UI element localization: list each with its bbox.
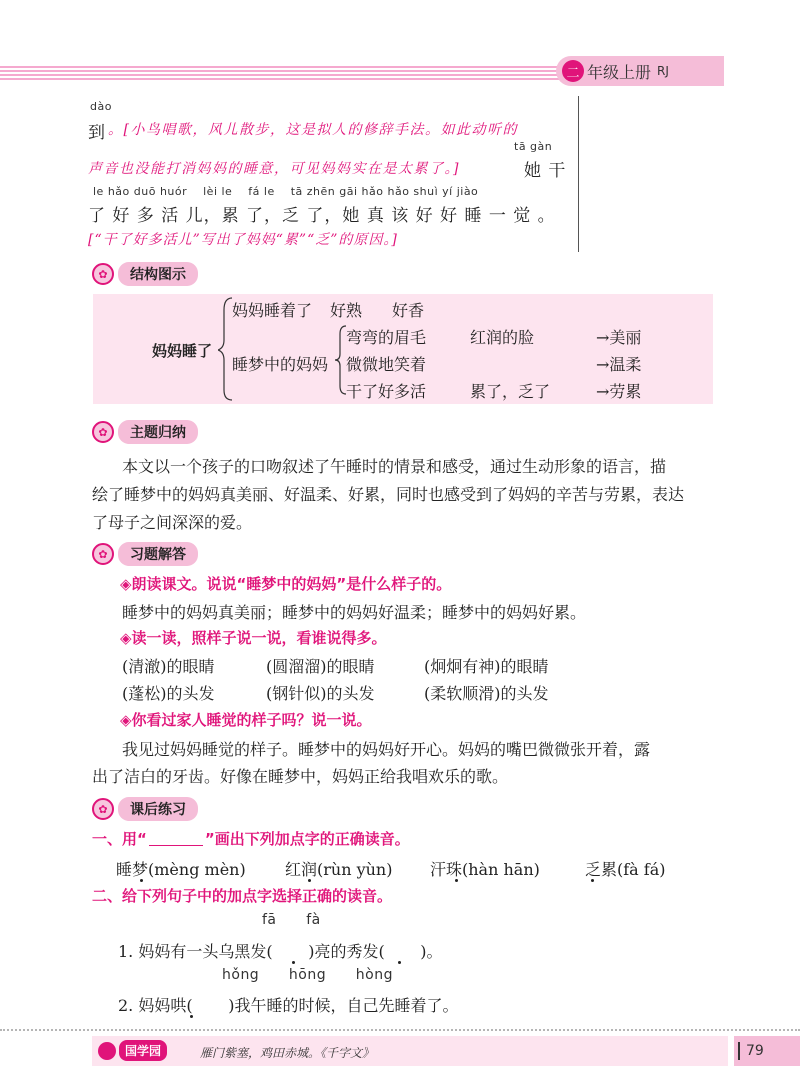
emphasis-dot <box>308 879 311 882</box>
header-tab <box>556 56 724 86</box>
item-3-c: →劳累 <box>596 382 642 401</box>
item-1-a: 弯弯的眉毛 <box>346 328 427 347</box>
theme-line-1: 本文以一个孩子的口吻叙述了午睡时的情景和感受，通过生动形象的语言，描 <box>122 457 667 476</box>
sentence-2: 2. 妈妈哄( )我午睡的时候，自己先睡着了。 <box>118 996 459 1015</box>
emphasis-dot <box>292 961 295 964</box>
branch-1-b: 好香 <box>392 301 425 320</box>
question-3: ◈你看过家人睡觉的样子吗？说一说。 <box>120 711 372 729</box>
scholar-icon <box>98 1042 116 1060</box>
footer-band <box>92 1036 728 1066</box>
footer-badge <box>98 1040 167 1061</box>
word-1: 睡梦(mèng mèn) <box>116 860 246 879</box>
question-1: ◈朗读课文。说说“睡梦中的妈妈”是什么样子的。 <box>120 575 452 593</box>
practice-1-part-a: 一、用“ <box>92 830 147 848</box>
page-number: 79 <box>746 1043 764 1059</box>
item-2-a: 微微地笑着 <box>346 355 427 374</box>
grade-circle: 二 <box>562 60 584 82</box>
underline-sample <box>149 845 203 846</box>
branch-2: 睡梦中的妈妈 <box>232 355 329 374</box>
branch-1-a: 好熟 <box>330 301 363 320</box>
structure-section-header <box>92 262 198 286</box>
question-2: ◈读一读，照样子说一说，看谁说得多。 <box>120 629 387 647</box>
answer-2-r1-c3: (炯炯有神)的眼睛 <box>424 657 549 676</box>
page-number-bar <box>738 1042 740 1060</box>
pinyin-ta-gan: tā gàn <box>514 140 553 153</box>
word-2: 红润(rùn yùn) <box>285 860 393 879</box>
annotation-3: [“干了好多活儿”写出了妈妈“累”“乏”的原因。] <box>88 232 398 248</box>
emphasis-dot <box>455 879 458 882</box>
answer-1: 睡梦中的妈妈真美丽；睡梦中的妈妈好温柔；睡梦中的妈妈好累。 <box>122 603 587 622</box>
badge-label: 国学园 <box>119 1040 167 1061</box>
sentence-1: 1. 妈妈有一头乌黑发( )亮的秀发( )。 <box>118 942 443 961</box>
theme-section-header <box>92 420 198 444</box>
answer-2-r2-c3: (柔软顺滑)的头发 <box>424 684 549 703</box>
emphasis-dot <box>190 1015 193 1018</box>
vertical-rule <box>578 96 579 252</box>
char-dao: 到 <box>88 123 106 143</box>
item-1-b: 红润的脸 <box>470 328 535 347</box>
word-4: 乏累(fà fá) <box>585 860 666 879</box>
header-edition: RJ <box>657 64 669 78</box>
page-number-box <box>734 1036 800 1066</box>
emphasis-dot <box>591 879 594 882</box>
theme-line-2: 绘了睡梦中的妈妈真美丽、好温柔、好累，同时也感受到了妈妈的辛苦与劳累，表达 <box>92 485 685 504</box>
flower-icon: ✿ <box>92 798 114 820</box>
answer-3-line-1: 我见过妈妈睡觉的样子。睡梦中的妈妈好开心。妈妈的嘴巴微微张开着，露 <box>122 740 651 759</box>
structure-root: 妈妈睡了 <box>152 342 213 360</box>
footer-quote: 雁门紫塞，鸡田赤城。《千字文》 <box>200 1046 375 1060</box>
text-ta-gan: 她 干 <box>524 161 567 181</box>
flower-icon: ✿ <box>92 263 114 285</box>
pinyin-hong-options: hǒng hōng hòng <box>222 967 393 983</box>
flower-icon: ✿ <box>92 421 114 443</box>
theme-heading: 主题归纳 <box>118 420 198 444</box>
item-3-a: 干了好多活 <box>346 382 427 401</box>
annotation-1: 。[小鸟唱歌，风儿散步，这是拟人的修辞手法。如此动听的 <box>108 122 518 138</box>
exercise-heading: 习题解答 <box>118 542 198 566</box>
theme-line-3: 了母子之间深深的爱。 <box>92 513 253 532</box>
annotation-2: 声音也没能打消妈妈的睡意，可见妈妈实在是太累了。] <box>88 161 460 177</box>
emphasis-dot <box>140 879 143 882</box>
practice-heading: 课后练习 <box>118 797 198 821</box>
exercise-section-header <box>92 542 198 566</box>
pinyin-dao: dào <box>90 100 112 113</box>
footer-divider <box>0 1029 800 1031</box>
pinyin-line-3: le hǎo duō huór lèi le fá le tā zhēn gāi hǎo hǎo shuì yí jiào <box>93 185 479 198</box>
practice-1-instruction <box>92 828 410 849</box>
item-3-b: 累了，乏了 <box>470 382 551 401</box>
flower-icon: ✿ <box>92 543 114 565</box>
answer-2-r1-c1: (清澈)的眼睛 <box>122 657 215 676</box>
answer-2-r2-c1: (蓬松)的头发 <box>122 684 215 703</box>
item-2-c: →温柔 <box>596 355 642 374</box>
word-3: 汗珠(hàn hān) <box>430 860 540 879</box>
practice-section-header <box>92 797 198 821</box>
header-stripe <box>0 66 560 80</box>
branch-1: 妈妈睡着了 <box>232 301 313 320</box>
structure-heading: 结构图示 <box>118 262 198 286</box>
answer-2-r1-c2: (圆溜溜)的眼睛 <box>266 657 375 676</box>
header-title: 年级上册 <box>587 62 652 82</box>
emphasis-dot <box>398 961 401 964</box>
pinyin-fa-options: fā fà <box>262 912 321 928</box>
item-1-c: →美丽 <box>596 328 642 347</box>
practice-2-instruction: 二、给下列句子中的加点字选择正确的读音。 <box>92 887 393 905</box>
answer-2-r2-c2: (钢针似)的头发 <box>266 684 375 703</box>
practice-1-part-b: ”画出下列加点字的正确读音。 <box>204 830 410 848</box>
answer-3-line-2: 出了洁白的牙齿。好像在睡梦中，妈妈正给我唱欢乐的歌。 <box>92 767 509 786</box>
text-line-3: 了 好 多 活 儿，累 了，乏 了，她 真 该 好 好 睡 一 觉 。 <box>88 206 556 226</box>
